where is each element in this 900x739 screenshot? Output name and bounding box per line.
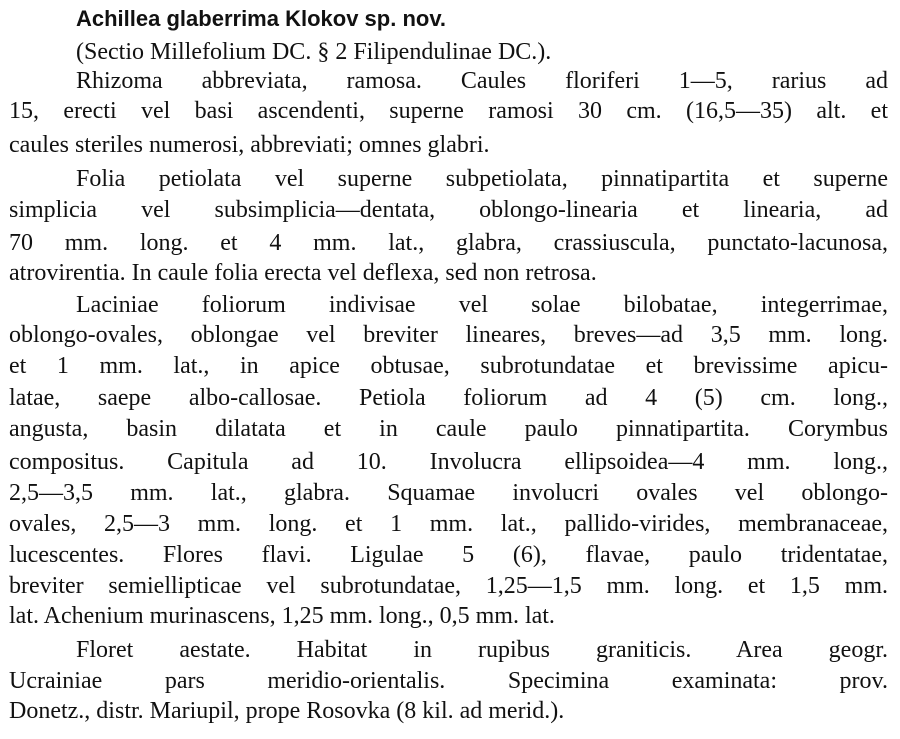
text-line: oblongo-ovales, oblongae vel breviter lineares, breves—ad 3,5 mm. long. [9,322,888,348]
text-line: compositus. Capitula ad 10. Involucra ellipsoidea—4 mm. long., [9,449,888,475]
species-title: Achillea glaberrima Klokov sp. nov. [76,6,447,31]
text-line: caules steriles numerosi, abbreviati; omnes glabri. [9,132,490,158]
text-line: Laciniae foliorum indivisae vel solae bilobatae, integerrimae, [76,292,888,318]
text-line: breviter semiellipticae vel subrotundatae, 1,25—1,5 mm. long. et 1,5 mm. [9,573,888,599]
text-line: 15, erecti vel basi ascendenti, superne ramosi 30 cm. (16,5—35) alt. et [9,98,888,124]
text-line: latae, saepe albo-callosae. Petiola foliorum ad 4 (5) cm. long., [9,385,888,411]
text-line: Rhizoma abbreviata, ramosa. Caules floriferi 1—5, rarius ad [76,68,888,94]
text-line: lat. Achenium murinascens, 1,25 mm. long., 0,5 mm. lat. [9,603,555,629]
text-line: Folia petiolata vel superne subpetiolata, pinnatipartita et superne [76,166,888,192]
text-line: et 1 mm. lat., in apice obtusae, subrotundatae et brevissime apicu- [9,353,888,379]
section-line: (Sectio Millefolium DC. § 2 Filipendulinae DC.). [76,39,552,65]
text-line: lucescentes. Flores flavi. Ligulae 5 (6), flavae, paulo tridentatae, [9,542,888,568]
text-line: Donetz., distr. Mariupil, prope Rosovka (8 kil. ad merid.). [9,698,565,724]
text-line: Floret aestate. Habitat in rupibus graniticis. Area geogr. [76,637,888,663]
text-line: atrovirentia. In caule folia erecta vel deflexa, sed non retrosa. [9,260,597,286]
text-line: Ucrainiae pars meridio-orientalis. Specimina examinata: prov. [9,668,888,694]
text-line: 70 mm. long. et 4 mm. lat., glabra, crassiuscula, punctato-lacunosa, [9,230,888,256]
text-line: ovales, 2,5—3 mm. long. et 1 mm. lat., pallido-virides, membranaceae, [9,511,888,537]
text-line: 2,5—3,5 mm. lat., glabra. Squamae involucri ovales vel oblongo- [9,480,888,506]
text-line: angusta, basin dilatata et in caule paulo pinnatipartita. Corymbus [9,416,888,442]
text-line: simplicia vel subsimplicia—dentata, oblongo-linearia et linearia, ad [9,197,888,223]
